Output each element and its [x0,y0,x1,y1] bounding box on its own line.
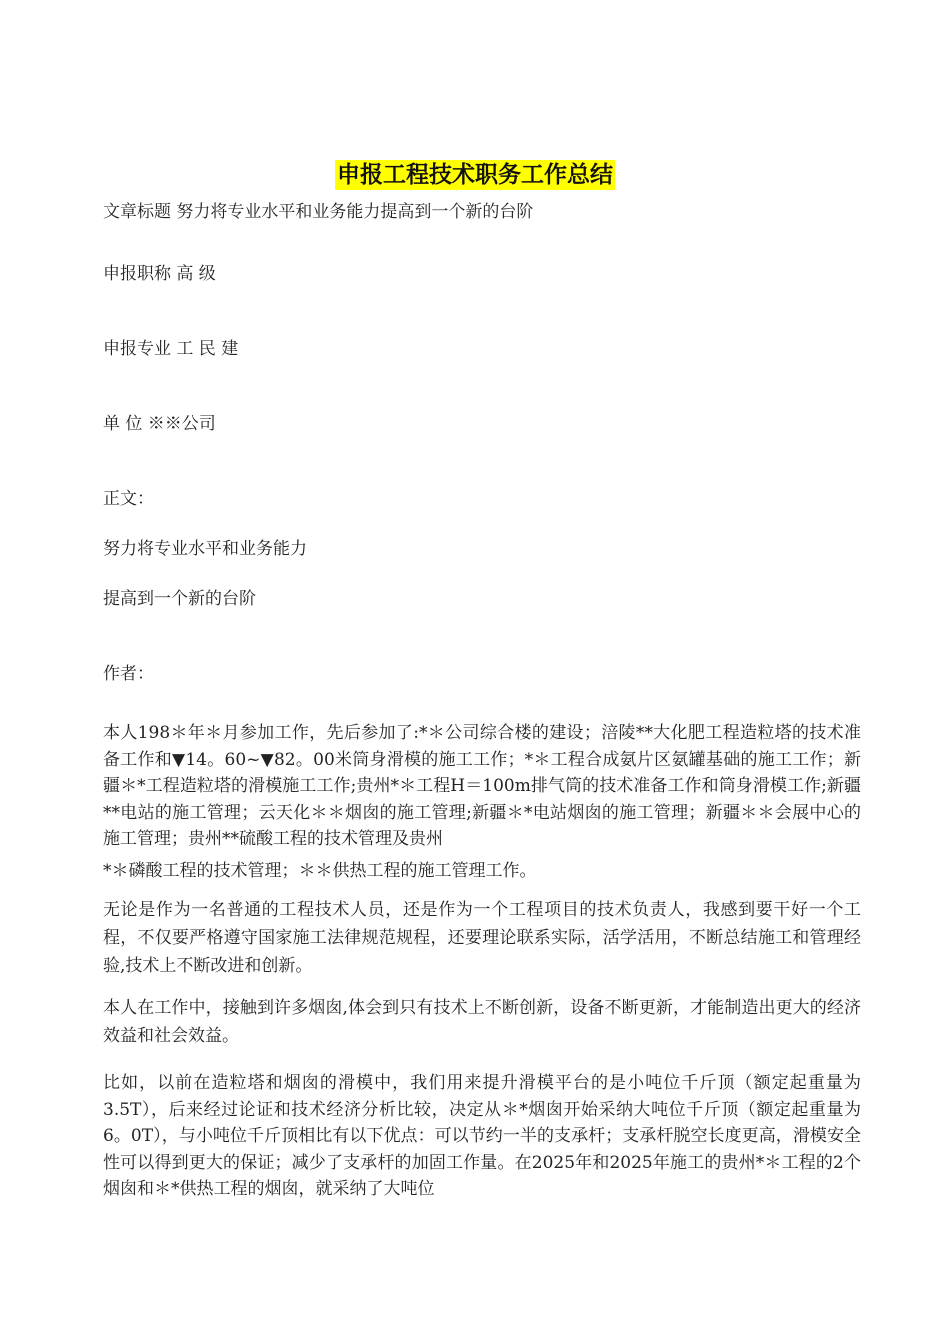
title-level-line: 申报职称 高 级 [103,264,216,284]
article-title-line: 文章标题 努力将专业水平和业务能力提高到一个新的台阶 [103,202,534,222]
unit-line: 单 位 ※※公司 [103,414,216,434]
specialty-line: 申报专业 工 民 建 [103,339,239,359]
paragraph-2: 无论是作为一名普通的工程技术人员，还是作为一个工程项目的技术负责人，我感到要干好一个工程，不仅要严格遵守国家施工法律规范规程，还要理论联系实际，活学活用，不断总结施工和管理经验,技术上不断改进和创新。 [103,900,861,976]
author-label: 作者： [103,664,154,684]
body-label: 正文： [103,489,154,509]
paragraph-3: 本人在工作中，接触到许多烟囱,体会到只有技术上不断创新，设备不断更新，才能制造出更大的经济效益和社会效益。 [103,998,861,1046]
heading-line-1: 努力将专业水平和业务能力 [103,539,307,559]
title-container [0,160,950,190]
heading-line-2: 提高到一个新的台阶 [103,589,256,609]
paragraph-1-tail: *＊磷酸工程的技术管理；＊＊供热工程的施工管理工作。 [103,861,537,881]
document-title: 申报工程技术职务工作总结 [337,162,613,188]
paragraph-4: 比如，以前在造粒塔和烟囱的滑模中，我们用来提升滑模平台的是小吨位千斤顶（额定起重量为3.5T），后来经过论证和技术经济分析比较，决定从＊*烟囱开始采纳大吨位千斤顶（额定起重量为6。0T），与小吨位千斤顶相比有以下优点：可以节约一半的支承杆；支承杆脱空长度更高，滑模安全性可以得到更大的保证；减少了支承杆的加固工作量。在2025年和2025年施工的贵州*＊工程的2个烟囱和＊*供热工程的烟囱，就采纳了大吨位 [103,1073,861,1199]
paragraph-1: 本人198＊年＊月参加工作，先后参加了:*＊公司综合楼的建设；涪陵**大化肥工程造粒塔的技术准备工作和▼14。60~▼82。00米筒身滑模的施工工作；*＊工程合成氨片区氨罐基础的施工工作；新疆＊*工程造粒塔的滑模施工工作;贵州*＊工程H＝100m排气筒的技术准备工作和筒身滑模工作;新疆**电站的施工管理；云天化＊＊烟囱的施工管理;新疆＊*电站烟囱的施工管理；新疆＊＊会展中心的施工管理；贵州**硫酸工程的技术管理及贵州 [103,723,861,849]
